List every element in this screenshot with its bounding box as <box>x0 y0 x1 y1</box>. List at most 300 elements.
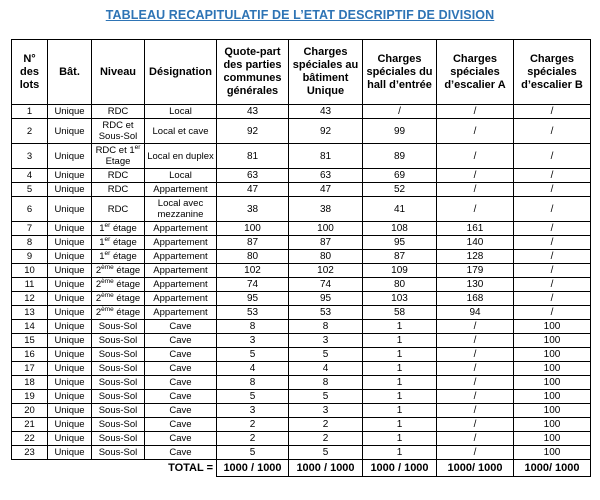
cell-charges-escalier-a: / <box>437 105 514 119</box>
cell-charges-escalier-a: / <box>437 169 514 183</box>
cell-bat: Unique <box>48 418 92 432</box>
cell-bat: Unique <box>48 432 92 446</box>
cell-designation <box>145 348 217 362</box>
cell-lot: 16 <box>12 348 48 362</box>
cell-quote-part: 5 <box>217 390 289 404</box>
cell-lot: 22 <box>12 432 48 446</box>
cell-designation-line: Local <box>169 170 192 181</box>
cell-niveau-line: RDC <box>107 184 129 195</box>
cell-niveau <box>92 264 145 278</box>
cell-designation-line: Appartement <box>153 184 208 195</box>
cell-charges-hall: 1 <box>363 418 437 432</box>
cell-lot: 6 <box>12 197 48 222</box>
table-row <box>12 264 591 278</box>
table-row <box>12 119 591 144</box>
cell-charges-hall: 69 <box>363 169 437 183</box>
total-charges-escalier-b: 1000/ 1000 <box>514 460 591 477</box>
totals-row <box>12 460 591 477</box>
cell-charges-hall: 1 <box>363 404 437 418</box>
cell-designation <box>145 197 217 222</box>
header-charges-hall <box>363 40 437 105</box>
cell-lot: 10 <box>12 264 48 278</box>
table-row <box>12 197 591 222</box>
cell-niveau-line: Sous-Sol <box>98 377 138 388</box>
cell-niveau <box>92 197 145 222</box>
cell-designation <box>145 432 217 446</box>
header-line: Charges <box>377 52 422 65</box>
cell-designation-line: Local en duplex <box>147 150 214 162</box>
cell-charges-escalier-b: 100 <box>514 376 591 390</box>
cell-designation-line: Cave <box>169 321 192 332</box>
cell-charges-hall: 41 <box>363 197 437 222</box>
cell-charges-escalier-a: 168 <box>437 292 514 306</box>
cell-charges-escalier-b: / <box>514 292 591 306</box>
cell-niveau <box>92 446 145 460</box>
header-line: d’escalier B <box>521 78 583 91</box>
cell-designation <box>145 105 217 119</box>
table-row <box>12 432 591 446</box>
cell-designation-line: Cave <box>169 363 192 374</box>
cell-bat: Unique <box>48 334 92 348</box>
cell-designation-line: Appartement <box>153 237 208 248</box>
cell-lot: 1 <box>12 105 48 119</box>
cell-charges-escalier-b: 100 <box>514 446 591 460</box>
cell-charges-escalier-b: 100 <box>514 362 591 376</box>
cell-charges-batiment: 102 <box>289 264 363 278</box>
cell-bat: Unique <box>48 250 92 264</box>
cell-niveau <box>92 306 145 320</box>
cell-niveau-line: Sous-Sol <box>98 321 138 332</box>
cell-niveau <box>92 376 145 390</box>
cell-quote-part: 43 <box>217 105 289 119</box>
cell-designation <box>145 183 217 197</box>
cell-niveau <box>92 250 145 264</box>
cell-quote-part: 102 <box>217 264 289 278</box>
cell-charges-escalier-b: / <box>514 222 591 236</box>
cell-bat: Unique <box>48 446 92 460</box>
cell-charges-escalier-b: 100 <box>514 348 591 362</box>
cell-charges-escalier-b: 100 <box>514 320 591 334</box>
total-charges-hall: 1000 / 1000 <box>363 460 437 477</box>
cell-lot: 14 <box>12 320 48 334</box>
cell-charges-escalier-a: / <box>437 432 514 446</box>
cell-charges-escalier-a: 140 <box>437 236 514 250</box>
cell-charges-batiment: 74 <box>289 278 363 292</box>
header-line: spéciales au <box>292 59 359 71</box>
cell-charges-batiment: 63 <box>289 169 363 183</box>
cell-bat: Unique <box>48 376 92 390</box>
cell-quote-part: 81 <box>217 144 289 169</box>
cell-lot: 7 <box>12 222 48 236</box>
cell-charges-escalier-a: / <box>437 376 514 390</box>
cell-niveau-line: RDC et 1er <box>95 143 141 156</box>
cell-charges-escalier-b: 100 <box>514 334 591 348</box>
cell-charges-escalier-a: / <box>437 362 514 376</box>
cell-charges-escalier-a: / <box>437 183 514 197</box>
cell-quote-part: 74 <box>217 278 289 292</box>
cell-niveau-line: Sous-Sol <box>98 363 138 374</box>
cell-designation <box>145 390 217 404</box>
cell-designation-line: Appartement <box>153 307 208 318</box>
header-line: bâtiment <box>302 72 349 84</box>
cell-quote-part: 87 <box>217 236 289 250</box>
cell-designation <box>145 250 217 264</box>
cell-niveau-line: Sous-Sol <box>98 335 138 346</box>
cell-designation-line: Local <box>169 106 192 117</box>
cell-charges-hall: 1 <box>363 348 437 362</box>
cell-niveau-line: Sous-Sol <box>98 447 138 458</box>
cell-niveau-line: Sous-Sol <box>98 391 138 402</box>
cell-designation <box>145 404 217 418</box>
cell-bat: Unique <box>48 362 92 376</box>
cell-bat: Unique <box>48 390 92 404</box>
table-row <box>12 292 591 306</box>
cell-bat: Unique <box>48 264 92 278</box>
cell-quote-part: 4 <box>217 362 289 376</box>
cell-designation-line: Cave <box>169 335 192 346</box>
cell-niveau-line: Sous-Sol <box>98 131 138 142</box>
total-charges-batiment: 1000 / 1000 <box>289 460 363 477</box>
cell-charges-hall: / <box>363 105 437 119</box>
cell-charges-batiment: 87 <box>289 236 363 250</box>
cell-charges-escalier-b: / <box>514 105 591 119</box>
cell-niveau <box>92 183 145 197</box>
cell-charges-hall: 1 <box>363 390 437 404</box>
cell-charges-escalier-b: / <box>514 119 591 144</box>
cell-designation <box>145 278 217 292</box>
cell-charges-batiment: 38 <box>289 197 363 222</box>
cell-lot: 23 <box>12 446 48 460</box>
cell-designation <box>145 334 217 348</box>
header-lot <box>12 40 48 105</box>
cell-charges-batiment: 53 <box>289 306 363 320</box>
cell-charges-hall: 1 <box>363 432 437 446</box>
cell-charges-hall: 87 <box>363 250 437 264</box>
cell-bat: Unique <box>48 292 92 306</box>
cell-quote-part: 80 <box>217 250 289 264</box>
cell-quote-part: 100 <box>217 222 289 236</box>
table-header-row <box>12 40 591 105</box>
cell-niveau-line: RDC <box>107 106 129 117</box>
table-row <box>12 306 591 320</box>
cell-charges-hall: 52 <box>363 183 437 197</box>
totals-blank <box>48 460 92 477</box>
cell-charges-escalier-b: / <box>514 278 591 292</box>
cell-charges-batiment: 8 <box>289 320 363 334</box>
cell-charges-escalier-b: / <box>514 183 591 197</box>
cell-charges-escalier-b: / <box>514 169 591 183</box>
cell-designation-line: Local et cave <box>152 125 209 137</box>
cell-bat: Unique <box>48 236 92 250</box>
table-row <box>12 183 591 197</box>
cell-charges-hall: 103 <box>363 292 437 306</box>
cell-lot: 8 <box>12 236 48 250</box>
cell-lot: 20 <box>12 404 48 418</box>
cell-quote-part: 3 <box>217 404 289 418</box>
cell-designation-line: Cave <box>169 405 192 416</box>
cell-designation <box>145 418 217 432</box>
cell-charges-escalier-a: 179 <box>437 264 514 278</box>
cell-niveau <box>92 144 145 169</box>
cell-designation-line: Appartement <box>153 293 208 304</box>
cell-lot: 3 <box>12 144 48 169</box>
cell-quote-part: 38 <box>217 197 289 222</box>
cell-designation <box>145 362 217 376</box>
cell-charges-hall: 1 <box>363 446 437 460</box>
cell-designation-line: Cave <box>169 419 192 430</box>
cell-charges-escalier-a: 94 <box>437 306 514 320</box>
cell-charges-batiment: 4 <box>289 362 363 376</box>
header-line: des parties <box>223 59 282 71</box>
cell-quote-part: 8 <box>217 320 289 334</box>
cell-niveau-line: 2ème étage <box>95 291 141 304</box>
cell-designation <box>145 320 217 334</box>
cell-charges-hall: 1 <box>363 334 437 348</box>
cell-bat: Unique <box>48 348 92 362</box>
header-line: des <box>20 65 39 78</box>
cell-niveau <box>92 292 145 306</box>
cell-bat: Unique <box>48 306 92 320</box>
cell-designation <box>145 222 217 236</box>
cell-charges-batiment: 3 <box>289 404 363 418</box>
cell-niveau-line: 1er étage <box>99 235 137 248</box>
cell-lot: 17 <box>12 362 48 376</box>
cell-designation-line: mezzanine <box>157 209 204 220</box>
cell-bat: Unique <box>48 169 92 183</box>
cell-lot: 21 <box>12 418 48 432</box>
cell-niveau <box>92 418 145 432</box>
table-row <box>12 144 591 169</box>
cell-charges-batiment: 80 <box>289 250 363 264</box>
cell-bat: Unique <box>48 119 92 144</box>
cell-charges-escalier-b: / <box>514 197 591 222</box>
cell-niveau <box>92 334 145 348</box>
cell-bat: Unique <box>48 278 92 292</box>
table-row <box>12 278 591 292</box>
cell-niveau <box>92 320 145 334</box>
cell-charges-escalier-b: / <box>514 236 591 250</box>
cell-designation-line: Appartement <box>153 223 208 234</box>
cell-quote-part: 5 <box>217 446 289 460</box>
cell-charges-hall: 1 <box>363 320 437 334</box>
cell-bat: Unique <box>48 183 92 197</box>
cell-quote-part: 8 <box>217 376 289 390</box>
cell-quote-part: 2 <box>217 418 289 432</box>
cell-charges-escalier-a: / <box>437 197 514 222</box>
cell-niveau <box>92 348 145 362</box>
cell-niveau-line: 1er étage <box>99 249 137 262</box>
header-designation: Désignation <box>145 40 217 105</box>
cell-charges-escalier-a: / <box>437 404 514 418</box>
header-line: lots <box>19 78 40 91</box>
cell-niveau-line: RDC et <box>102 120 134 131</box>
cell-lot: 4 <box>12 169 48 183</box>
header-line: Unique <box>306 85 345 97</box>
cell-charges-escalier-b: 100 <box>514 418 591 432</box>
table-row <box>12 418 591 432</box>
table-row <box>12 348 591 362</box>
cell-niveau <box>92 362 145 376</box>
cell-niveau <box>92 278 145 292</box>
cell-charges-escalier-b: / <box>514 250 591 264</box>
table-row <box>12 250 591 264</box>
cell-niveau-line: 2ème étage <box>95 263 141 276</box>
table-row <box>12 105 591 119</box>
cell-charges-escalier-b: / <box>514 264 591 278</box>
cell-lot: 19 <box>12 390 48 404</box>
totals-blank <box>12 460 48 477</box>
cell-charges-batiment: 5 <box>289 446 363 460</box>
cell-niveau-line: 1er étage <box>99 221 137 234</box>
cell-charges-hall: 1 <box>363 376 437 390</box>
page-title: TABLEAU RECAPITULATIF DE L’ETAT DESCRIPTIF DE DIVISION <box>105 8 495 22</box>
cell-lot: 18 <box>12 376 48 390</box>
header-niveau: Niveau <box>92 40 145 105</box>
cell-designation <box>145 264 217 278</box>
totals-blank <box>92 460 145 477</box>
cell-quote-part: 95 <box>217 292 289 306</box>
header-line: Charges <box>452 52 498 65</box>
cell-niveau-line: 2ème étage <box>95 277 141 290</box>
header-line: N° <box>23 52 36 65</box>
cell-designation <box>145 119 217 144</box>
cell-charges-escalier-a: / <box>437 390 514 404</box>
cell-charges-batiment: 8 <box>289 376 363 390</box>
cell-lot: 2 <box>12 119 48 144</box>
division-table <box>11 39 591 477</box>
cell-designation <box>145 446 217 460</box>
table-row <box>12 169 591 183</box>
cell-niveau-line: Sous-Sol <box>98 405 138 416</box>
cell-charges-escalier-a: / <box>437 320 514 334</box>
total-quote-part: 1000 / 1000 <box>217 460 289 477</box>
cell-charges-escalier-b: 100 <box>514 404 591 418</box>
header-charges-batiment <box>289 40 363 105</box>
cell-designation <box>145 376 217 390</box>
cell-niveau <box>92 222 145 236</box>
cell-designation <box>145 306 217 320</box>
cell-lot: 15 <box>12 334 48 348</box>
cell-charges-batiment: 92 <box>289 119 363 144</box>
cell-lot: 9 <box>12 250 48 264</box>
header-line: spéciales du <box>366 65 433 78</box>
cell-designation-line: Cave <box>169 391 192 402</box>
cell-niveau <box>92 390 145 404</box>
cell-charges-batiment: 5 <box>289 390 363 404</box>
cell-niveau-line: Etage <box>105 156 131 167</box>
cell-charges-batiment: 43 <box>289 105 363 119</box>
cell-charges-hall: 95 <box>363 236 437 250</box>
cell-charges-escalier-a: / <box>437 334 514 348</box>
cell-designation <box>145 236 217 250</box>
cell-charges-batiment: 95 <box>289 292 363 306</box>
cell-designation-line: Appartement <box>153 279 208 290</box>
cell-bat: Unique <box>48 320 92 334</box>
cell-designation <box>145 169 217 183</box>
cell-niveau <box>92 404 145 418</box>
cell-lot: 5 <box>12 183 48 197</box>
header-bat: Bât. <box>48 40 92 105</box>
cell-charges-batiment: 2 <box>289 418 363 432</box>
cell-charges-escalier-a: / <box>437 446 514 460</box>
cell-niveau-line: 2ème étage <box>95 305 141 318</box>
cell-charges-batiment: 100 <box>289 222 363 236</box>
header-line: communes <box>223 72 282 84</box>
cell-charges-escalier-a: / <box>437 348 514 362</box>
cell-charges-escalier-a: / <box>437 144 514 169</box>
cell-bat: Unique <box>48 105 92 119</box>
cell-charges-batiment: 5 <box>289 348 363 362</box>
table-row <box>12 320 591 334</box>
table-row <box>12 362 591 376</box>
cell-quote-part: 2 <box>217 432 289 446</box>
header-line: Charges <box>529 52 575 65</box>
header-line: d’escalier A <box>444 78 506 91</box>
header-line: générales <box>226 85 279 97</box>
cell-bat: Unique <box>48 197 92 222</box>
cell-charges-hall: 1 <box>363 362 437 376</box>
table-row <box>12 222 591 236</box>
cell-lot: 13 <box>12 306 48 320</box>
header-charges-escalier-a <box>437 40 514 105</box>
cell-niveau-line: RDC <box>107 203 129 215</box>
cell-niveau-line: Sous-Sol <box>98 433 138 444</box>
cell-charges-escalier-a: 161 <box>437 222 514 236</box>
cell-niveau <box>92 432 145 446</box>
cell-charges-hall: 109 <box>363 264 437 278</box>
table-row <box>12 334 591 348</box>
cell-designation-line: Appartement <box>153 251 208 262</box>
cell-niveau <box>92 105 145 119</box>
cell-niveau-line: Sous-Sol <box>98 419 138 430</box>
table-row <box>12 236 591 250</box>
header-line: spéciales <box>527 65 577 78</box>
cell-quote-part: 63 <box>217 169 289 183</box>
cell-designation-line: Local avec <box>157 198 204 209</box>
cell-niveau <box>92 236 145 250</box>
header-line: hall d’entrée <box>367 78 432 91</box>
table-row <box>12 446 591 460</box>
header-charges-escalier-b <box>514 40 591 105</box>
header-line: Quote-part <box>224 46 281 58</box>
table-row <box>12 376 591 390</box>
cell-designation <box>145 144 217 169</box>
cell-designation <box>145 292 217 306</box>
cell-charges-escalier-a: / <box>437 119 514 144</box>
header-line: spéciales <box>450 65 500 78</box>
cell-charges-escalier-b: / <box>514 306 591 320</box>
cell-quote-part: 5 <box>217 348 289 362</box>
table-row <box>12 390 591 404</box>
cell-designation-line: Appartement <box>153 265 208 276</box>
cell-charges-escalier-b: 100 <box>514 390 591 404</box>
cell-charges-escalier-b: 100 <box>514 432 591 446</box>
cell-designation-line: Cave <box>169 349 192 360</box>
cell-niveau-line: Sous-Sol <box>98 349 138 360</box>
cell-charges-hall: 80 <box>363 278 437 292</box>
cell-charges-hall: 58 <box>363 306 437 320</box>
cell-charges-batiment: 81 <box>289 144 363 169</box>
cell-bat: Unique <box>48 222 92 236</box>
cell-quote-part: 53 <box>217 306 289 320</box>
header-line: Charges <box>303 46 348 58</box>
cell-lot: 12 <box>12 292 48 306</box>
cell-bat: Unique <box>48 404 92 418</box>
cell-bat: Unique <box>48 144 92 169</box>
cell-quote-part: 47 <box>217 183 289 197</box>
cell-charges-escalier-b: / <box>514 144 591 169</box>
cell-charges-batiment: 47 <box>289 183 363 197</box>
